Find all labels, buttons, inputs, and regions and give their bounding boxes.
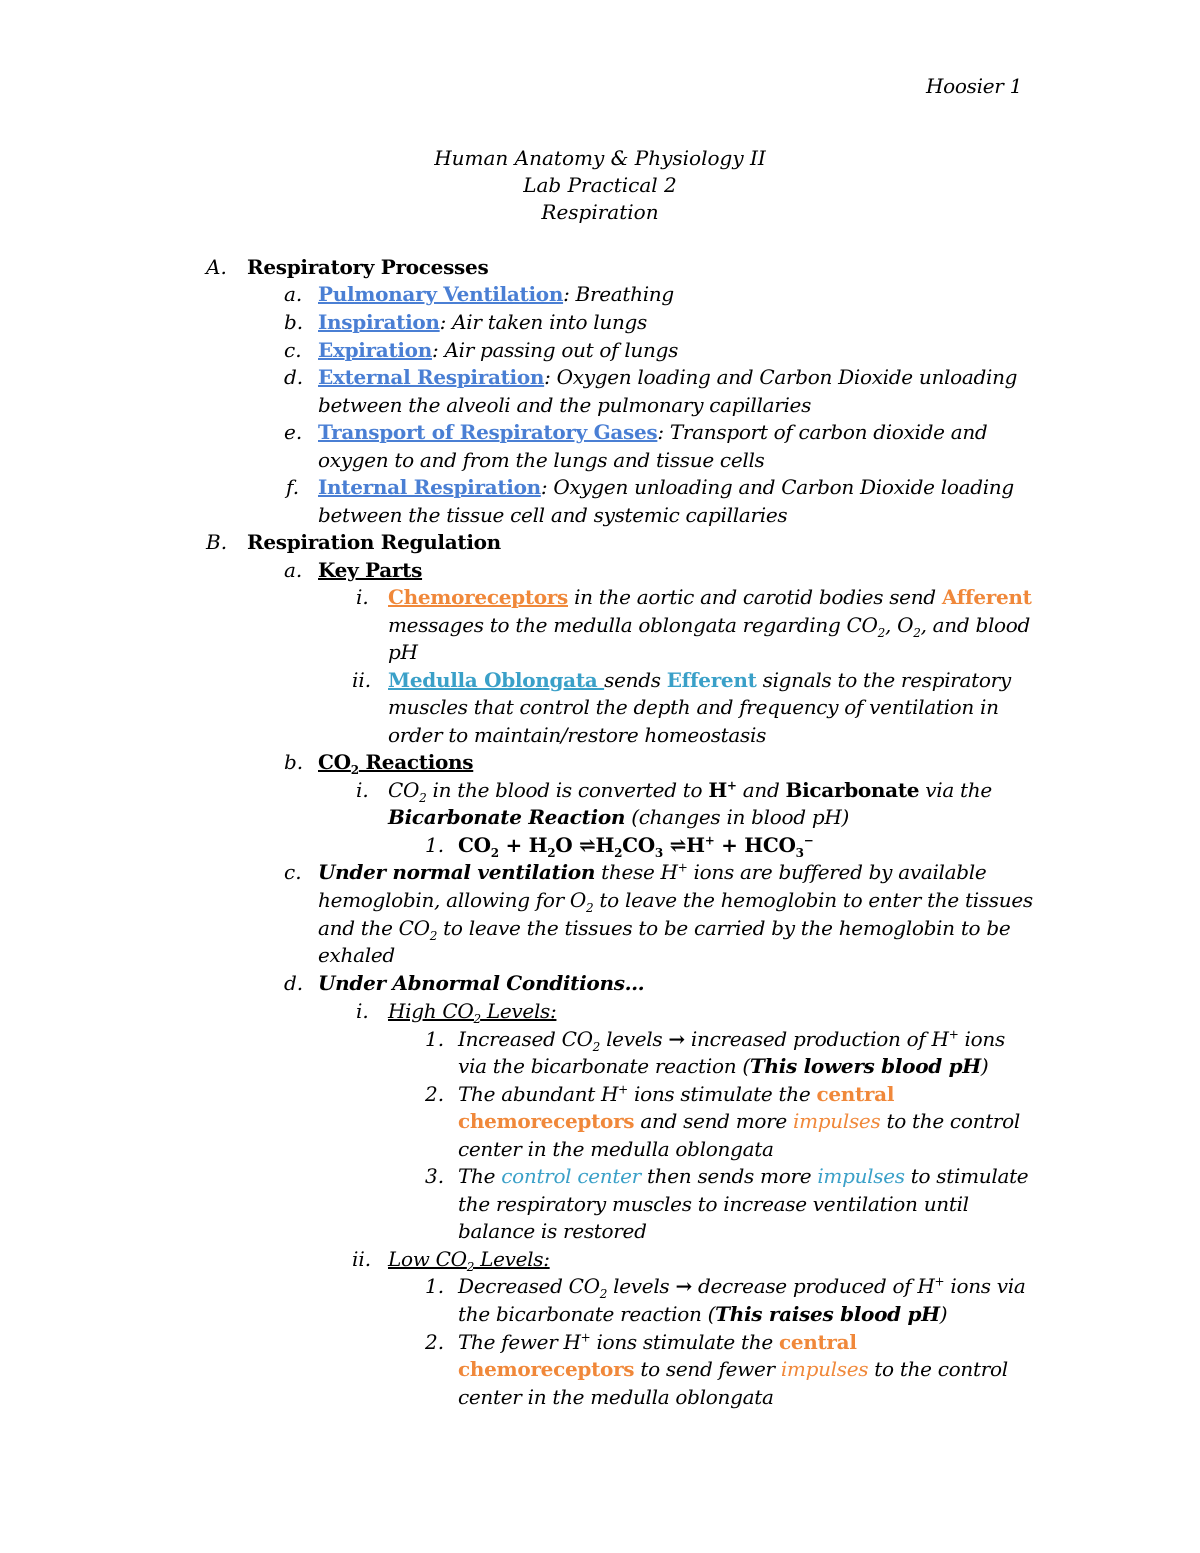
section-b-marker: B. <box>206 530 228 554</box>
list-marker: a. <box>284 282 303 306</box>
list-marker: e. <box>284 420 303 444</box>
term-afferent: Afferent <box>941 585 1032 609</box>
list-item-continuation: muscles that control the depth and frequency of ventilation in <box>388 695 999 719</box>
list-item-continuation: messages to the medulla oblongata regarding $CO_2$, $O_2$, and blood <box>388 613 1031 640</box>
term-pulmonary-ventilation: Pulmonary Ventilation <box>318 282 564 306</box>
list-item-continuation: exhaled <box>318 943 395 967</box>
list-marker: f. <box>286 475 300 499</box>
list-marker: ii. <box>352 668 372 692</box>
list-marker: b. <box>284 310 304 334</box>
list-marker: 2. <box>425 1082 445 1106</box>
list-marker: c. <box>284 338 302 362</box>
list-item-continuation: pH <box>388 640 418 664</box>
list-item-continuation: chemoreceptors and send more impulses to the control <box>458 1109 1020 1133</box>
section-a-marker: A. <box>206 255 227 279</box>
list-item-continuation: center in the medulla oblongata <box>458 1137 774 1161</box>
term-impulses: impulses <box>793 1109 881 1133</box>
list-item: Inspiration: Air taken into lungs <box>318 310 648 334</box>
list-item-continuation: the bicarbonate reaction (This raises blood pH) <box>458 1302 948 1326</box>
list-item-continuation: hemoglobin, allowing for $O_2$ to leave the hemoglobin to enter the tissues <box>318 888 1033 915</box>
term-chemoreceptors: chemoreceptors <box>458 1357 635 1381</box>
arrow-right-icon: → <box>675 1274 692 1298</box>
term-efferent: Efferent <box>666 668 757 692</box>
list-item-continuation: order to maintain/restore homeostasis <box>388 723 767 747</box>
high-co2-heading: High $CO_2$ Levels: <box>388 999 557 1026</box>
list-item: Pulmonary Ventilation: Breathing <box>318 282 674 306</box>
list-marker: ii. <box>352 1247 372 1271</box>
key-parts-heading: Key Parts <box>318 558 423 582</box>
list-item: The control center then sends more impulses to stimulate <box>458 1164 1029 1188</box>
bicarbonate-equation: $CO_2 + H_2O$ $\rightleftharpoons H_2CO_3$ ⇌H+ + $HCO_3^-$ <box>458 833 814 860</box>
list-item-continuation: between the tissue cell and systemic capillaries <box>318 503 788 527</box>
section-a-heading: Respiratory Processes <box>247 255 489 279</box>
list-item: $CO_2$ in the blood is converted to H+ and Bicarbonate via the <box>388 778 992 805</box>
list-marker: i. <box>356 585 369 609</box>
low-co2-heading: Low $CO_2$ Levels: <box>388 1247 550 1274</box>
list-item: Increased $CO_2$ levels → increased production of H+ ions <box>458 1027 1005 1054</box>
list-item-continuation: between the alveoli and the pulmonary capillaries <box>318 393 812 417</box>
list-marker: 1. <box>425 1274 445 1298</box>
list-item-continuation: oxygen to and from the lungs and tissue cells <box>318 448 765 472</box>
list-marker: 3. <box>425 1164 445 1188</box>
term-chemoreceptors: Chemoreceptors <box>388 585 569 609</box>
term-central: central <box>816 1082 895 1106</box>
section-b-heading: Respiration Regulation <box>247 530 501 554</box>
abnormal-conditions-heading: Under Abnormal Conditions… <box>318 971 645 995</box>
list-item-continuation: via the bicarbonate reaction (This lowers blood pH) <box>458 1054 989 1078</box>
term-central: central <box>778 1330 857 1354</box>
title-topic: Respiration <box>541 200 659 224</box>
term-external-respiration: External Respiration <box>318 365 545 389</box>
list-item: Expiration: Air passing out of lungs <box>318 338 679 362</box>
title-lab: Lab Practical 2 <box>523 173 677 197</box>
list-item: Chemoreceptors in the aortic and carotid bodies send Afferent <box>388 585 1032 609</box>
term-inspiration: Inspiration <box>318 310 440 334</box>
list-item: The abundant H+ ions stimulate the central <box>458 1082 895 1106</box>
running-head: Hoosier 1 <box>926 74 1022 98</box>
list-marker: i. <box>356 778 369 802</box>
term-medulla-oblongata: Medulla Oblongata <box>388 668 605 692</box>
list-marker: a. <box>284 558 303 582</box>
list-marker: c. <box>284 860 302 884</box>
term-control-center: control center <box>501 1164 641 1188</box>
list-item: Decreased $CO_2$ levels → decrease produced of H+ ions via <box>458 1274 1026 1301</box>
list-item: Transport of Respiratory Gases: Transport of carbon dioxide and <box>318 420 988 444</box>
list-item: Medulla Oblongata sends Efferent signals to the respiratory <box>388 668 1011 692</box>
list-marker: 1. <box>425 833 445 857</box>
list-marker: i. <box>356 999 369 1023</box>
co2-reactions-heading: $CO_2$ Reactions <box>318 750 474 777</box>
term-chemoreceptors: chemoreceptors <box>458 1109 635 1133</box>
term-expiration: Expiration <box>318 338 432 362</box>
list-marker: 2. <box>425 1330 445 1354</box>
list-marker: d. <box>284 971 304 995</box>
list-item: Internal Respiration: Oxygen unloading and Carbon Dioxide loading <box>318 475 1014 499</box>
term-internal-respiration: Internal Respiration <box>318 475 541 499</box>
list-item-continuation: chemoreceptors to send fewer impulses to the control <box>458 1357 1008 1381</box>
term-impulses: impulses <box>817 1164 905 1188</box>
term-transport-gases: Transport of Respiratory Gases <box>318 420 658 444</box>
list-marker: d. <box>284 365 304 389</box>
title-course: Human Anatomy & Physiology II <box>434 146 766 170</box>
list-marker: b. <box>284 750 304 774</box>
list-item-continuation: Bicarbonate Reaction (changes in blood pH) <box>388 805 849 829</box>
list-item-continuation: center in the medulla oblongata <box>458 1385 774 1409</box>
list-marker: 1. <box>425 1027 445 1051</box>
list-item-continuation: and the $CO_2$ to leave the tissues to be carried by the hemoglobin to be <box>318 916 1011 943</box>
list-item-continuation: balance is restored <box>458 1219 647 1243</box>
arrow-right-icon: → <box>668 1027 685 1051</box>
list-item: The fewer H+ ions stimulate the central <box>458 1330 857 1354</box>
list-item: External Respiration: Oxygen loading and Carbon Dioxide unloading <box>318 365 1018 389</box>
list-item-continuation: the respiratory muscles to increase ventilation until <box>458 1192 969 1216</box>
list-item: Under normal ventilation these H+ ions are buffered by available <box>318 860 987 884</box>
term-impulses: impulses <box>780 1357 869 1381</box>
